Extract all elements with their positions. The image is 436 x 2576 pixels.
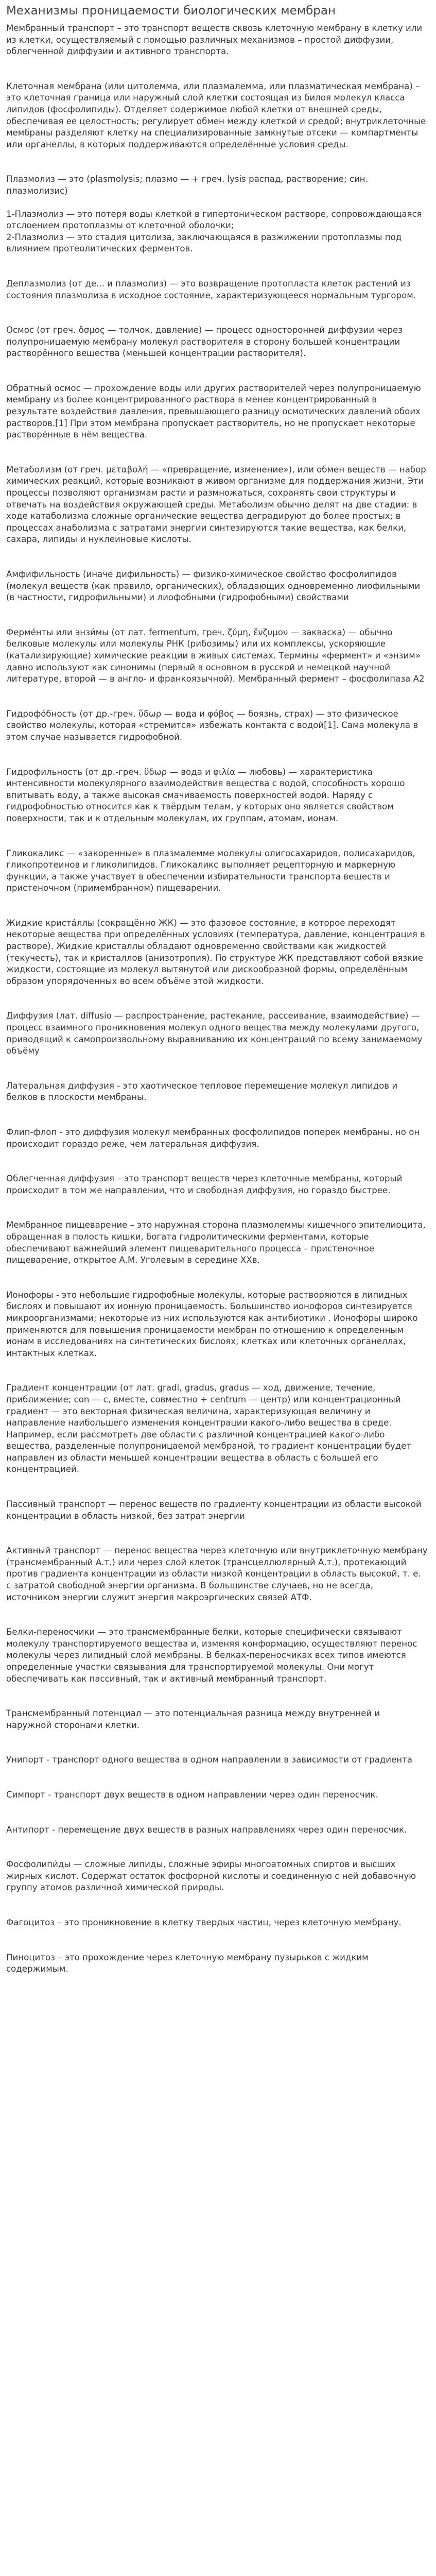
- paragraph-membrane-digestion: Мембранное пищеварение – это наружная сторона плазмолеммы кишечного эпителиоцита, обращенная в полость кишки, богата гидролитическими ферментами, которые обеспечивают важнейший элемент пищеварительного процесса – пристеночное пищеварение, открытое А.М. Уголевым в середине XXв.: [6, 1220, 426, 1265]
- paragraph-concentration-gradient: Градиент концентрации (от лат. gradi, gradus, gradus — ход, движение, течение, приближение; con — с, вместе, совместно + centrum — центр) или концентрационный градиент — это векторная физическая величина, характеризующая величину и направление наибольшего изменения концентрации какого-либо вещества в среде. Например, если рассмотреть две области с различной концентрацией какого-либо вещества, разделенные полупроницаемой мембраной, то градиент концентрации будет направлен из области меньшей концентрации вещества в область с большей его концентрацией.: [6, 1383, 411, 1475]
- paragraph-liquid-crystals: Жидкие криста́ллы (сокращённо ЖК) — это фазовое состояние, в которое переходят некоторые вещества при определённых условиях (температура, давление, концентрация в растворе). Жидкие кристаллы обладают одновременно свойствами как жидкостей (текучесть), так и кристаллов (анизотропия). По структуре ЖК представляют собой вязкие жидкости, состоящие из молекул вытянутой или дискообразной формы, определённым образом упорядоченных во всем объёме этой жидкости.: [6, 918, 425, 986]
- paragraph-uniport: Унипорт - транспорт одного вещества в одном направлении в зависимости от градиента: [6, 1755, 412, 1765]
- paragraph-facilitated-diffusion: Облегченная диффузия – это транспорт веществ через клеточные мембраны, который происходит в том же направлении, что и свободная диффузия, но гораздо быстрее.: [6, 1174, 403, 1195]
- paragraph-active-transport: Активный транспорт — перенос вещества через клеточную или внутриклеточную мембрану (трансмембранный А.т.) или через слой клеток (трансцеллюлярный А.т.), протекающий против градиента концентрации из области низкой концентрации в область высокой, т. е. с затратой свободной энергии организма. В большинстве случаев, но не всегда, источником энергии служит энергия макроэргических связей АТФ.: [6, 1546, 428, 1602]
- paragraph-diffusion: Диффузия (лат. diffusio — распространение, растекание, рассеивание, взаимодействие) — процесс взаимного проникновения молекул одного вещества между молекулами другого, приводящий к самопроизвольному выравниванию их концентраций по всему занимаемому объёму: [6, 1011, 423, 1056]
- paragraph-ionophores: Ионофоры - это небольшие гидрофобные молекулы, которые растворяются в липидных бислоях и повышают их ионную проницаемость. Большинство ионофоров синтезируется микроорганизмами; некоторые из них используются как антибиотики . Ионофоры широко применяются для повышения проницаемости мембран по отношению к определенным ионам в исследованиях на синтетических бислоях, клетках или клеточных органеллах, интактных клетках.: [6, 1290, 418, 1358]
- paragraph-membrane-transport: Мембранный транспорт – это транспорт веществ сквозь клеточную мембрану в клетку или из клетки, осуществляемый с помощью различных механизмов – простой диффузии, облегченной диффузии и активного транспорта.: [6, 23, 423, 57]
- paragraph-cell-membrane: Клеточная мембрана (или цитолемма, или плазмалемма, или плазматическая мембрана) – это клеточная граница или наружный слой клетки состоящая из билоя молекул класса липидов (фосфолипиды). Отделяет содержимое любой клетки от внешней среды, обеспечивая ее целостность; регулирует обмен между клеткой и средой; внутриклеточные мембраны разделяют клетку на специализированные замкнутые отсеки — компартменты или органеллы, в которых поддерживаются определённые условия среды.: [6, 81, 426, 149]
- paragraph-phagocytosis: Фагоцитоз – это проникновение в клетку твердых частиц, через клеточную мембрану.: [6, 1917, 402, 1927]
- paragraph-osmosis: Осмос (от греч. ὄσμος — толчок, давление) — процесс односторонней диффузии через полупроницаемую мембрану молекул растворителя в сторону большей концентрации растворённого вещества (меньшей концентрации растворителя).: [6, 325, 403, 359]
- page-title: Механизмы проницаемости биологических мембран: [6, 4, 336, 18]
- paragraph-deplasmolysis: Деплазмолиз (от де... и плазмолиз) — это возвращение протопласта клеток растений из состояния плазмолиза в исходное состояние, характеризующееся нормальным тургором.: [6, 278, 416, 300]
- paragraph-lateral-diffusion: Латеральная диффузия - это хаотическое тепловое перемещение молекул липидов и белков в плоскости мембраны.: [6, 1080, 398, 1103]
- paragraph-hydrophilicity: Гидрофильность (от др.-греч. ὕδωρ — вода и φιλία — любовь) — характеристика интенсивности молекулярного взаимодействия вещества с водой, способность хорошо впитывать воду, а также высокая смачиваемость поверхностей водой. Наряду с гидрофобностью относится как к твёрдым телам, у которых оно является свойством поверхности, так и к отдельным молекулам, их группам, атомам, ионам.: [6, 767, 405, 823]
- paragraph-plasmolysis: Плазмолиз — это (plasmolysis; плазмо — + греч. lysis распад, растворение; син. плазмолизис): [6, 174, 368, 196]
- paragraph-phospholipids: Фосфолипи́ды — сложные липиды, сложные эфиры многоатомных спиртов и высших жирных кислот. Содержат остаток фосфорной кислоты и соединенную с ней добавочную группу атомов различной химической природы.: [6, 1859, 416, 1893]
- paragraph-flip-flop: Флип-флоп - это диффузия молекул мембранных фосфолипидов поперек мембраны, но он происходит гораздо реже, чем латеральная диффузия.: [6, 1127, 420, 1149]
- paragraph-carrier-proteins: Белки-переносчики — это трансмембранные белки, которые специфически связывают молекулу транспортируемого вещества и, изменяя конформацию, осуществляют перенос молекулы через липидный слой мембраны. В белках-переносчиках всех типов имеются определенные участки связывания для транспортируемой молекулы. Они могут обеспечивать как пассивный, так и активный мембранный транспорт.: [6, 1627, 417, 1684]
- paragraph-pinocytosis: Пиноцитоз – это прохождение через клеточную мембрану пузырьков с жидким содержимым.: [6, 1952, 369, 1974]
- paragraph-antiport: Антипорт - перемещение двух веществ в разных направлениях через один переносчик.: [6, 1824, 407, 1835]
- paragraph-reverse-osmosis: Обратный осмос — прохождение воды или других растворителей через полупроницаемую мембрану из более концентрированного раствора в менее концентрированный в результате воздействия давления, превышающего разницу осмотических давлений обоих растворов.[1] При этом мембрана пропускает растворитель, но не пропускает некоторые растворённые в нём вещества.: [6, 383, 421, 440]
- paragraph-hydrophobicity: Гидрофо́бность (от др.-греч. ὕδωρ — вода и φόβος — боязнь, страх) — это физическое свойство молекулы, которая «стремится» избежать контакта с водой[1]. Сама молекула в этом случае называется гидрофобной.: [6, 708, 418, 742]
- paragraph-amphiphilicity: Амфифильность (иначе дифильность) — физико-химическое свойство фосфолипидов (молекул веществ (как правило, органических), обладающих одновременно лиофильными (в частности, гидрофильными) и лиофобными (гидрофобными) свойствами: [6, 569, 421, 603]
- paragraph-plasmolysis-1: 1-Плазмолиз — это потеря воды клеткой в гипертоническом растворе, сопровождающаяся отслоением протоплазмы от клеточной оболочки;: [6, 209, 422, 231]
- paragraph-transmembrane-potential: Трансмембранный потенциал — это потенциальная разница между внутренней и наружной сторонами клетки.: [6, 1708, 380, 1730]
- paragraph-plasmolysis-2: 2-Плазмолиз — это стадия цитолиза, заключающаяся в разжижении протоплазмы под влиянием протеолитических ферментов.: [6, 232, 402, 254]
- paragraph-glycocalyx: Гликокаликс — «закоренные» в плазмалемме молекулы олигосахаридов, полисахаридов, гликопротеинов и гликолипидов. Гликокаликс выполняет рецепторную и маркерную функции, а также участвует в обеспечении избирательности транспорта веществ и пристеночном (примембранном) пищеварении.: [6, 848, 415, 893]
- paragraph-metabolism: Метаболизм (от греч. μεταβολή — «превращение, изменение»), или обмен веществ — набор химических реакций, которые возникают в живом организме для поддержания жизни. Эти процессы позволяют организмам расти и размножаться, сохранять свои структуры и отвечать на воздействия окружающей среды. Метаболизм обычно делят на две стадии: в ходе катаболизма сложные органические вещества деградируют до более простых; в процессах анаболизма с затратами энергии синтезируются такие вещества, как белки, сахара, липиды и нуклеиновые кислоты.: [6, 464, 426, 545]
- paragraph-enzymes: Ферме́нты или энзи́мы (от лат. fermentum, греч. ζύμη, ἔνζυμον — закваска) — обычно белковые молекулы или молекулы РНК (рибозимы) или их комплексы, ускоряющие (катализирующие) химические реакции в живых системах. Термины «фермент» и «энзим» давно используют как синонимы (первый в основном в русской и немецкой научной литературе, второй — в англо- и франкоязычной). Мембранный фермент – фосфолипаза А2: [6, 627, 425, 684]
- paragraph-passive-transport: Пассивный транспорт — перенос веществ по градиенту концентрации из области высокой концентрации в область низкой, без затрат энергии: [6, 1499, 422, 1521]
- paragraph-symport: Симпорт - транспорт двух веществ в одном направлении через один переносчик.: [6, 1789, 378, 1800]
